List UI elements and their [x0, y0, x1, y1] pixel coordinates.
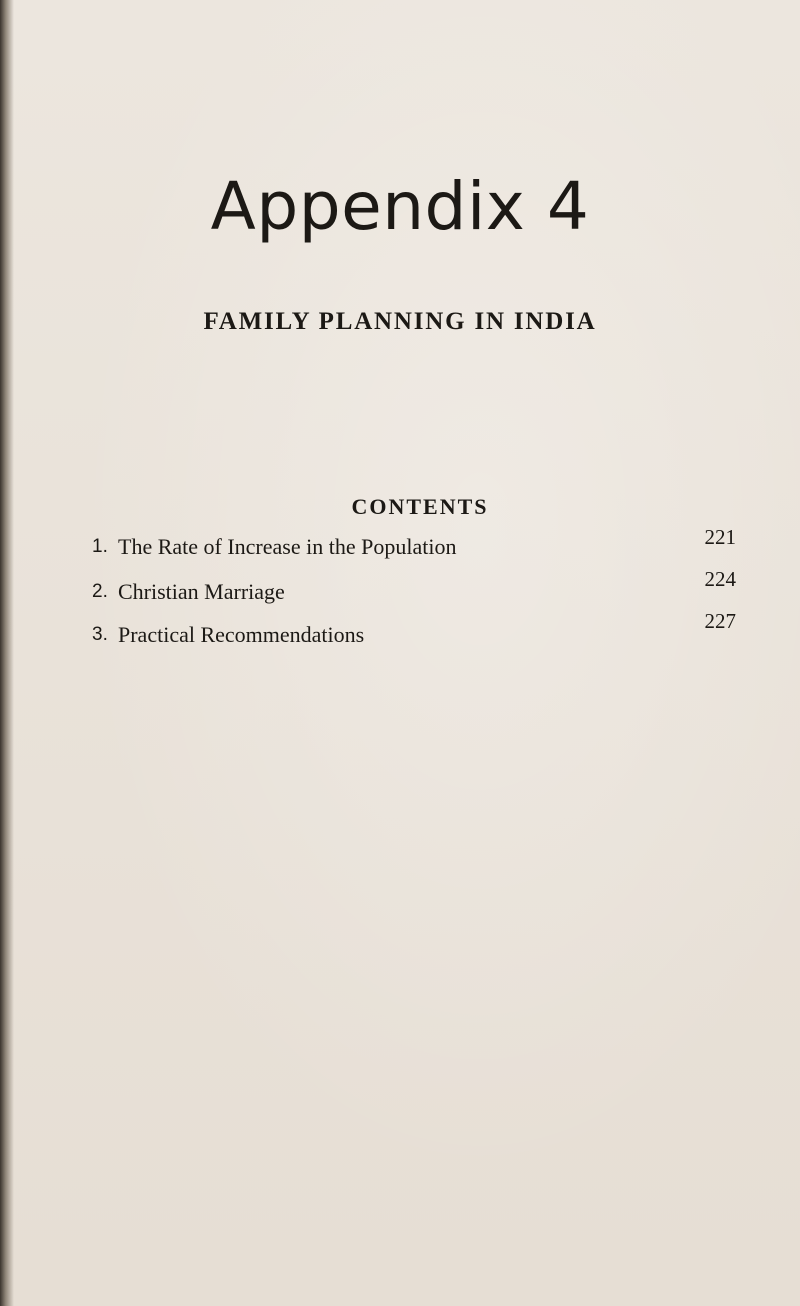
- toc-entry-page: 224: [704, 567, 736, 591]
- toc-entry: [92, 567, 752, 612]
- toc-entry-page: 221: [704, 525, 736, 549]
- appendix-subtitle: FAMILY PLANNING IN INDIA: [203, 308, 597, 335]
- toc-entry: [92, 525, 752, 570]
- toc-entry: [92, 609, 752, 654]
- toc-entry-number: 1.: [92, 536, 108, 557]
- toc-entry-title: The Rate of Increase in the Population: [118, 534, 457, 559]
- toc-entry-title: Christian Marriage: [118, 579, 285, 604]
- reverse-page-show-through: [90, 150, 770, 1190]
- contents-heading: CONTENTS: [351, 494, 489, 519]
- toc-entry-number: 3.: [92, 624, 108, 645]
- appendix-title: Appendix 4: [210, 168, 590, 245]
- table-of-contents: [92, 525, 752, 654]
- toc-entry-page: 227: [704, 609, 736, 633]
- toc-entry-number: 2.: [92, 581, 108, 602]
- toc-entry-title: Practical Recommendations: [118, 622, 365, 647]
